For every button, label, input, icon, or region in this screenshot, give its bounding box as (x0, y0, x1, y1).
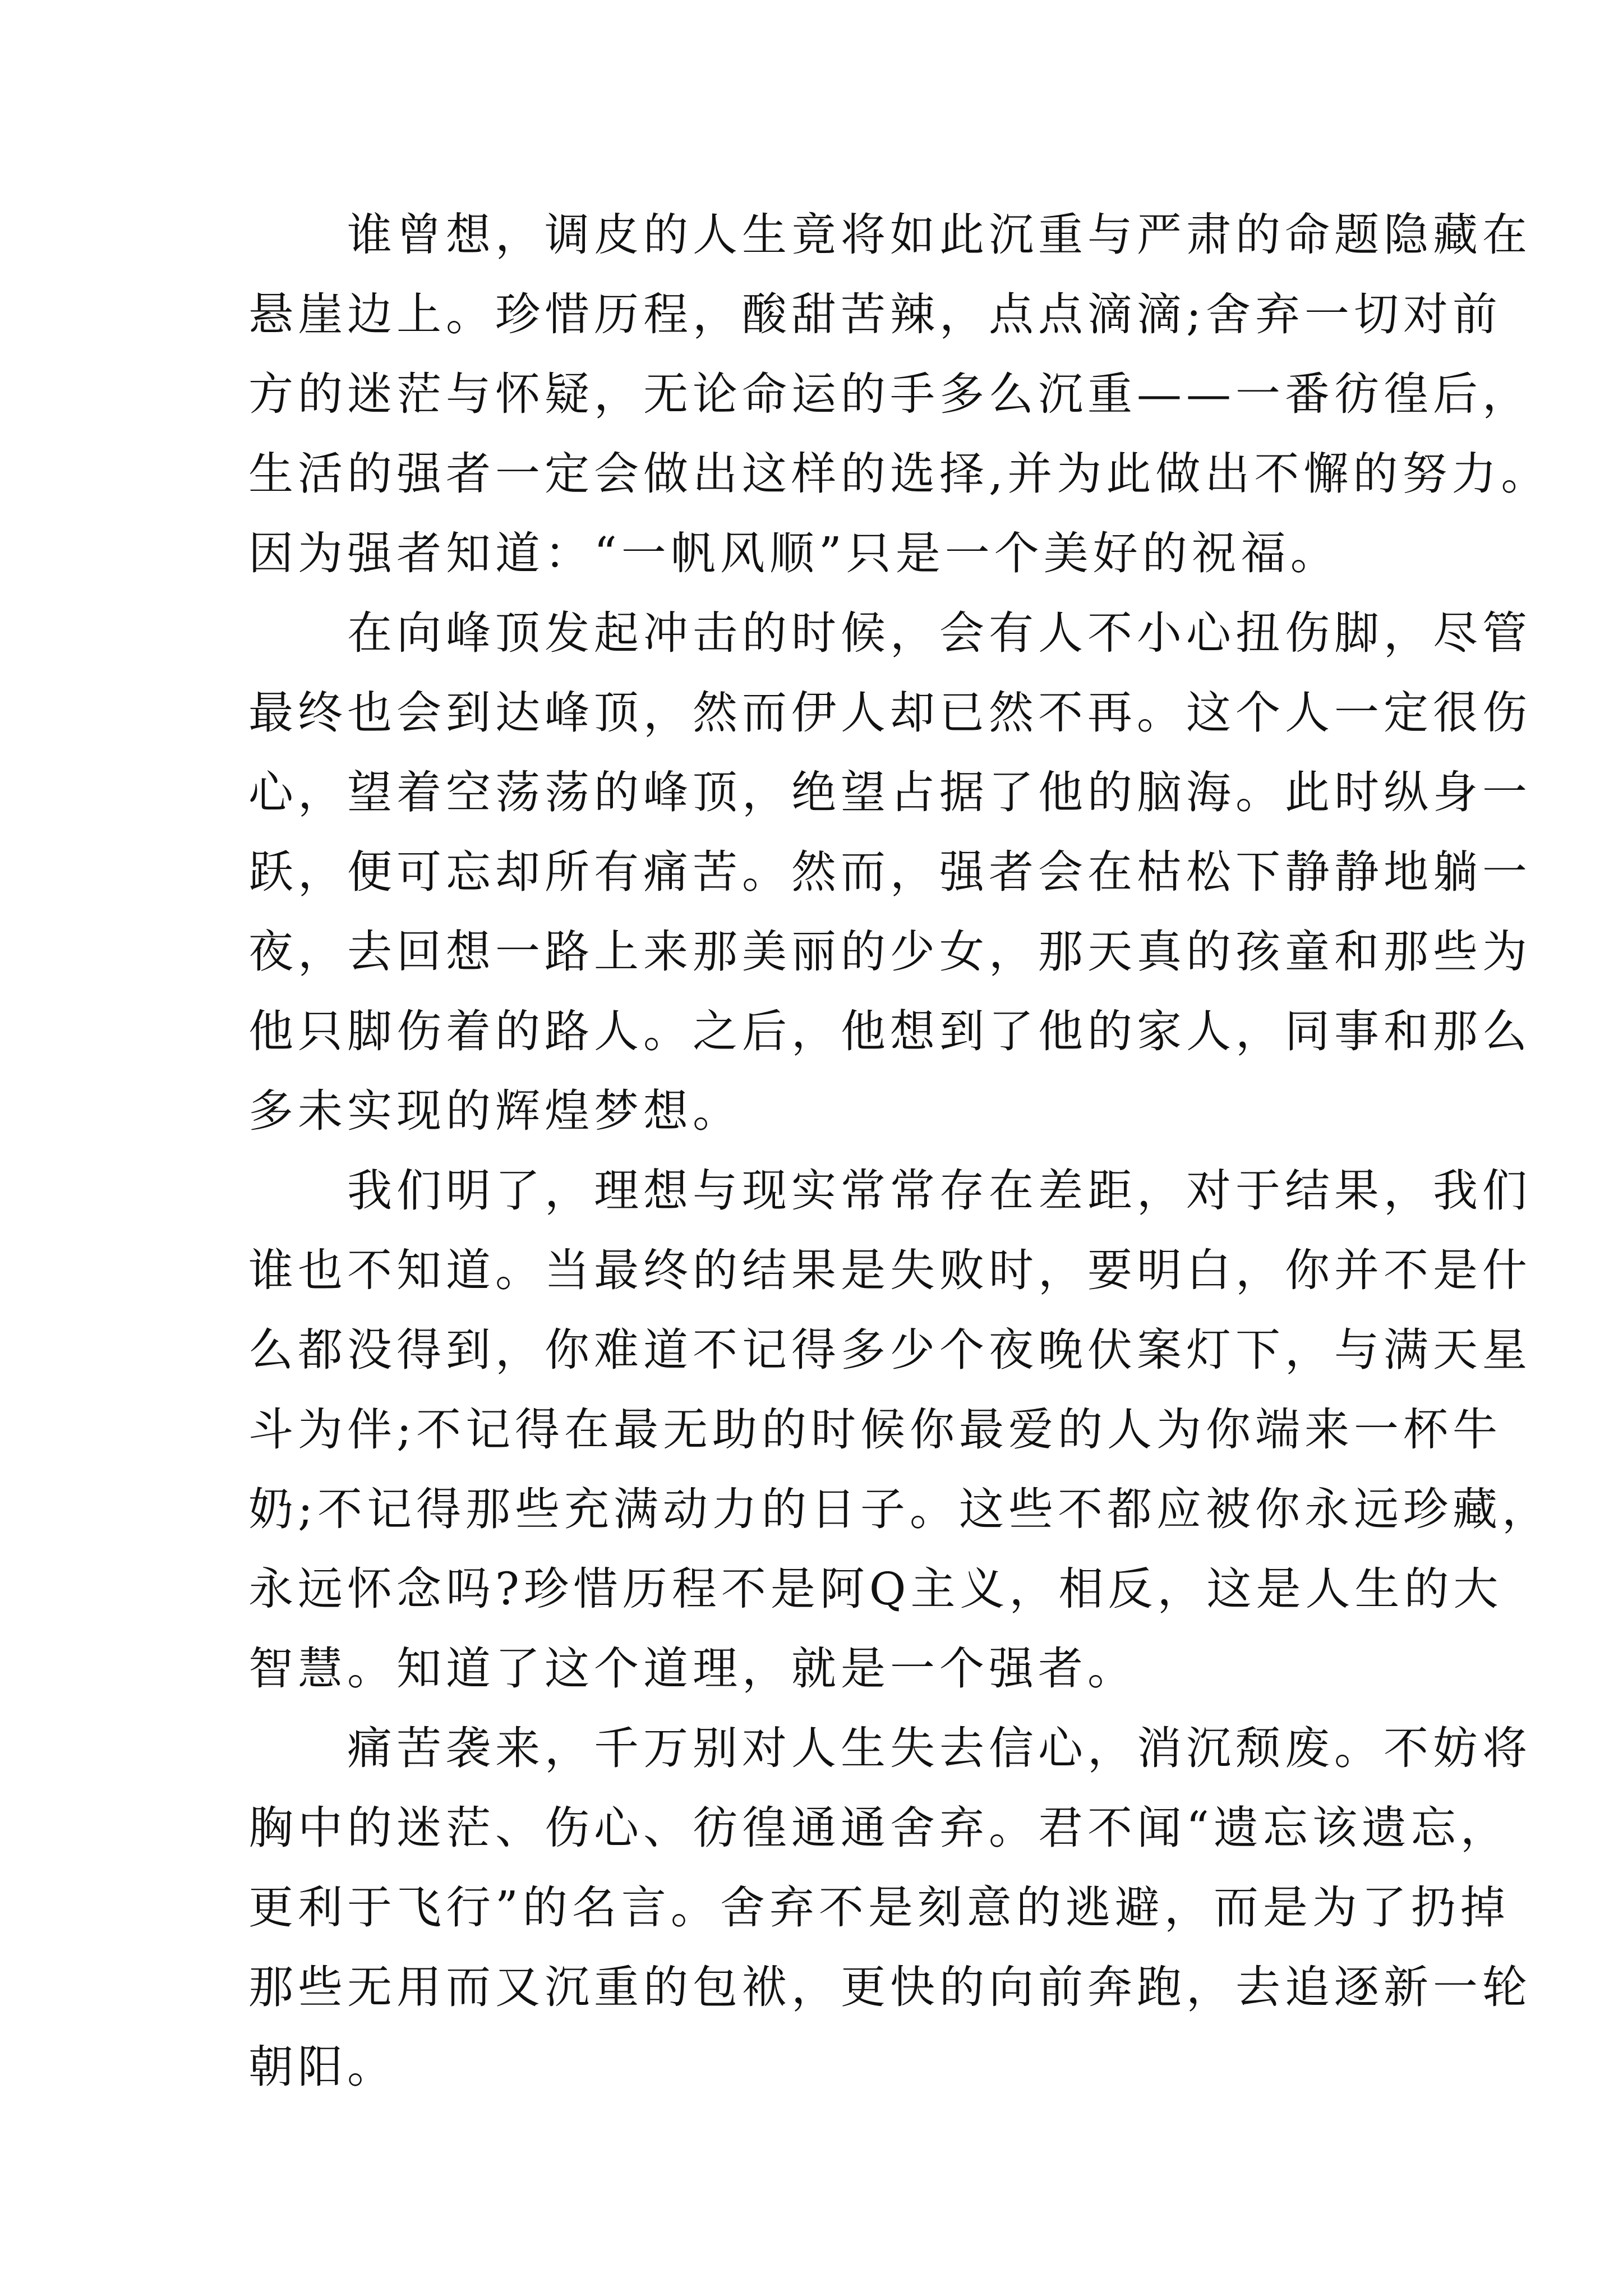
text-line: 悬崖边上。珍惜历程，酸甜苦辣，点点滴滴;舍弃一切对前 (248, 288, 1502, 341)
text-line: 永远怀念吗?珍惜历程不是阿Q主义，相反，这是人生的大 (248, 1563, 1503, 1615)
paragraph (248, 1151, 1551, 1709)
text-line: 他只脚伤着的路人。之后，他想到了他的家人，同事和那么 (248, 1005, 1532, 1057)
text-line: 跃，便可忘却所有痛苦。然而，强者会在枯松下静静地躺一 (248, 846, 1532, 898)
text-line: 斗为伴;不记得在最无助的时候你最爱的人为你端来一杯牛 (248, 1404, 1502, 1456)
text-line: 我们明了，理想与现实常常存在差距，对于结果，我们 (248, 1165, 1532, 1217)
text-line: 心，望着空荡荡的峰顶，绝望占据了他的脑海。此时纵身一 (248, 766, 1532, 818)
paragraph (248, 1709, 1532, 2107)
text-line: 智慧。知道了这个道理，就是一个强者。 (248, 1642, 1137, 1695)
text-line: 方的迷茫与怀疑，无论命运的手多么沉重——一番彷徨后， (248, 368, 1532, 420)
paragraph (248, 195, 1551, 593)
text-line: 更利于飞行”的名言。舍弃不是刻意的逃避，而是为了扔掉 (248, 1881, 1510, 1934)
text-line: 朝阳。 (248, 2041, 396, 2093)
text-line: 最终也会到达峰顶，然而伊人却已然不再。这个人一定很伤 (248, 687, 1532, 739)
text-line: 么都没得到，你难道不记得多少个夜晚伏案灯下，与满天星 (248, 1324, 1532, 1376)
text-line: 谁也不知道。当最终的结果是失败时，要明白，你并不是什 (248, 1244, 1532, 1296)
text-line: 那些无用而又沉重的包袱，更快的向前奔跑，去追逐新一轮 (248, 1961, 1532, 2013)
text-line: 夜，去回想一路上来那美丽的少女，那天真的孩童和那些为 (248, 926, 1532, 978)
text-line: 奶;不记得那些充满动力的日子。这些不都应被你永远珍藏， (248, 1483, 1551, 1535)
essay-body (248, 195, 1551, 2107)
paragraph (248, 593, 1532, 1151)
text-line: 胸中的迷茫、伤心、彷徨通通舍弃。君不闻“遗忘该遗忘， (248, 1802, 1510, 1854)
text-line: 痛苦袭来，千万别对人生失去信心，消沉颓废。不妨将 (248, 1722, 1532, 1774)
text-line: 生活的强者一定会做出这样的选择,并为此做出不懈的努力。 (248, 448, 1551, 500)
text-line: 多未实现的辉煌梦想。 (248, 1085, 742, 1137)
text-line: 在向峰顶发起冲击的时候，会有人不小心扭伤脚，尽管 (248, 607, 1532, 659)
text-line: 谁曾想，调皮的人生竟将如此沉重与严肃的命题隐藏在 (248, 209, 1532, 261)
text-line: 因为强者知道：“一帆风顺”只是一个美好的祝福。 (248, 527, 1340, 579)
